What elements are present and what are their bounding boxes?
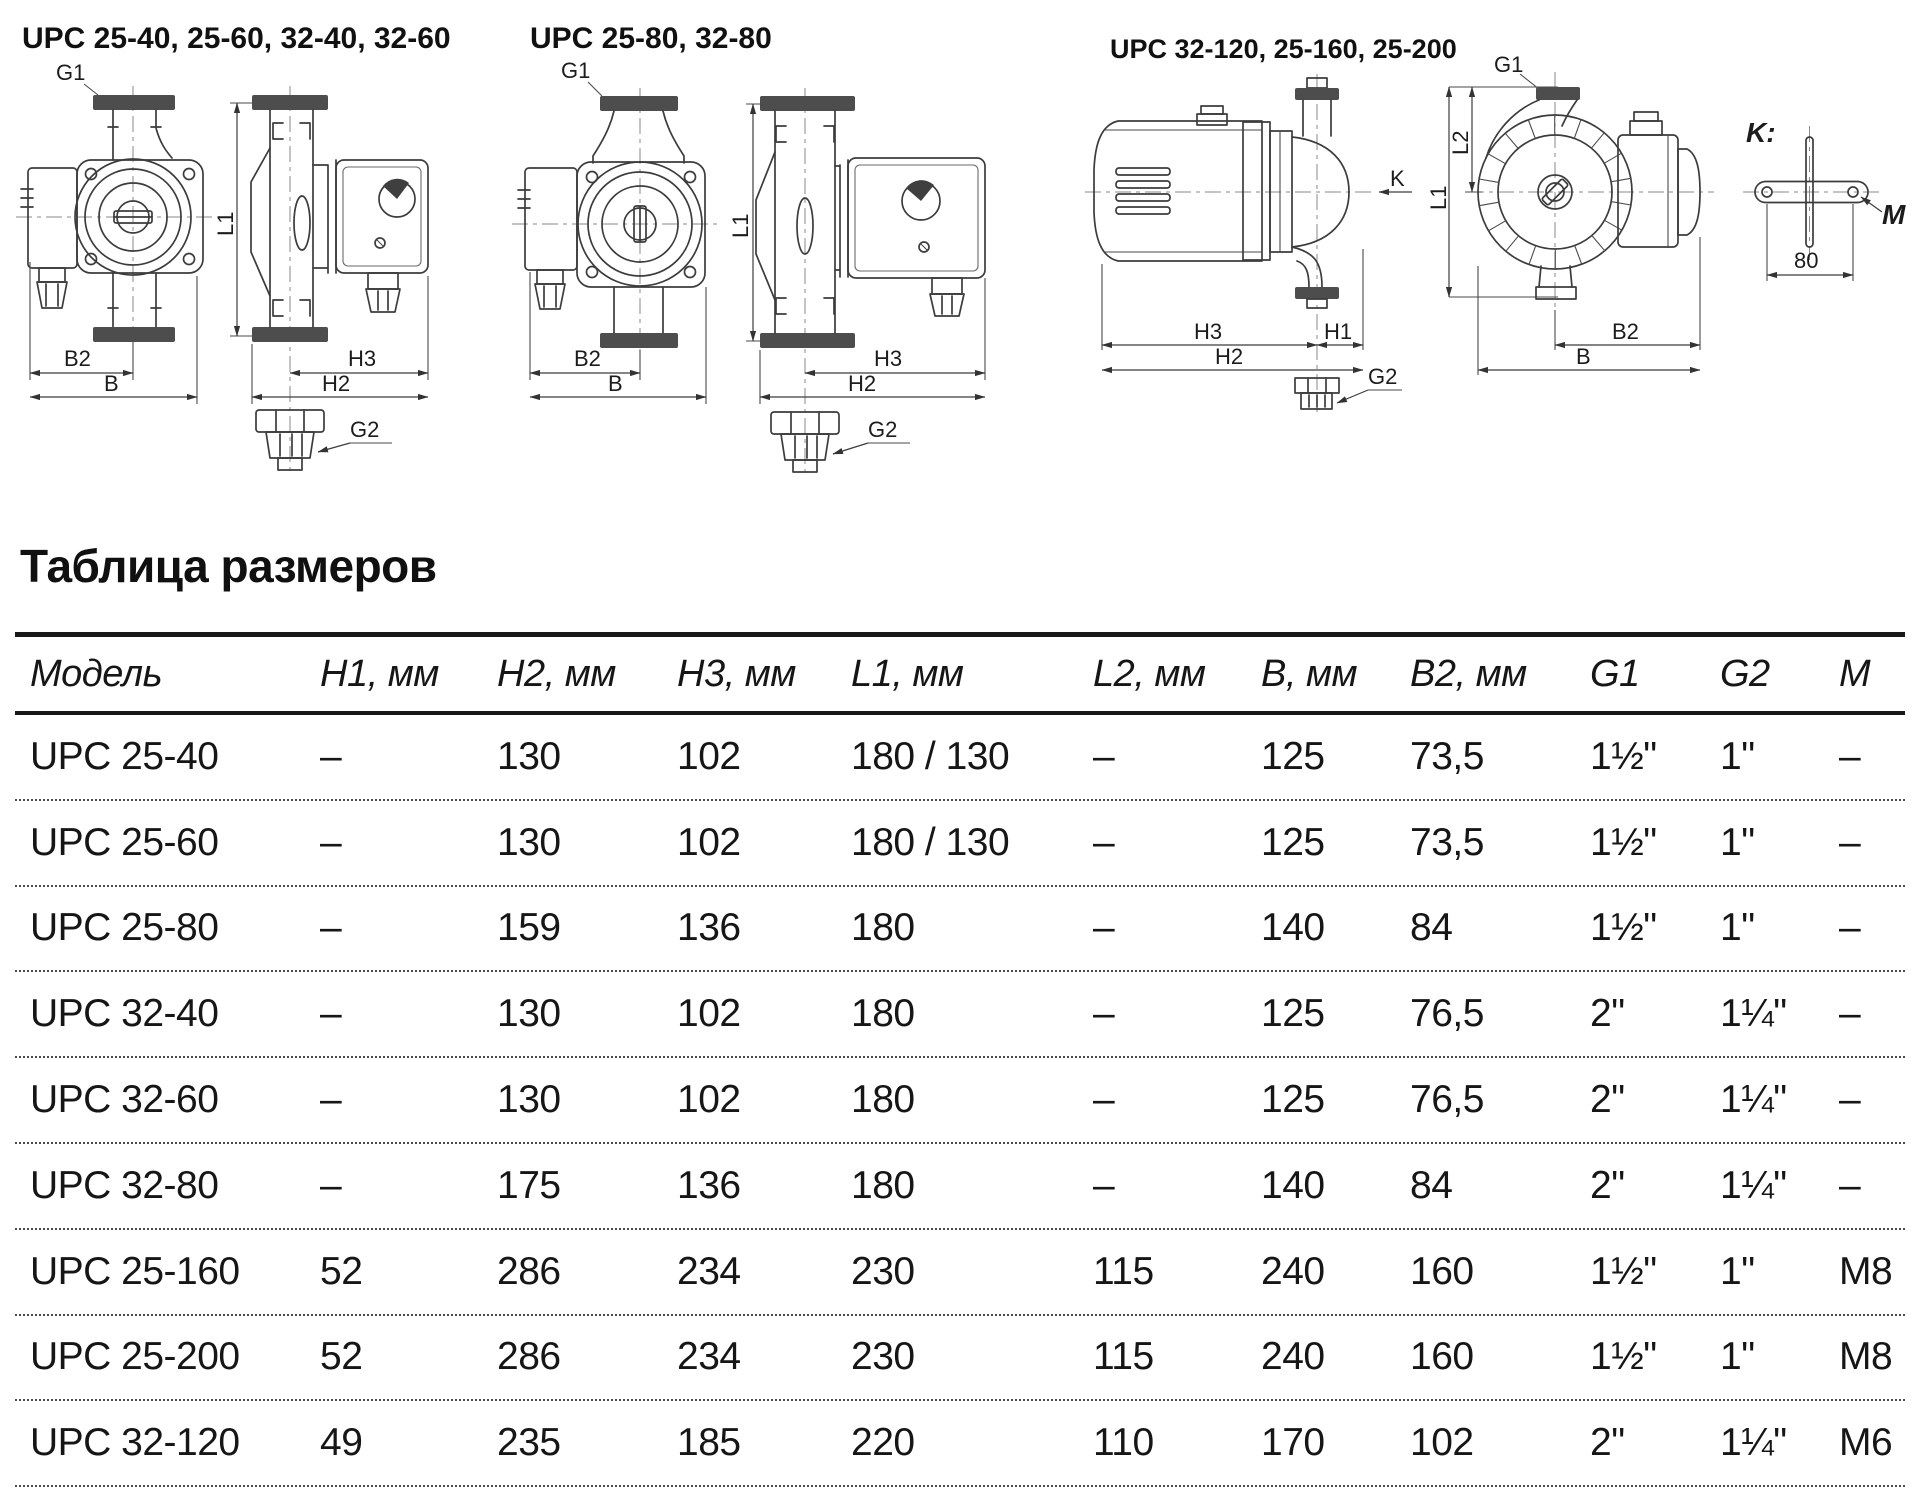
value-cell: 130 xyxy=(497,820,561,864)
value-cell: 240 xyxy=(1261,1335,1325,1379)
value-cell: 115 xyxy=(1093,1249,1154,1293)
dim-label-h3: H3 xyxy=(874,346,903,371)
drawing-title: UPC 32-120, 25-160, 25-200 xyxy=(1110,34,1457,64)
value-cell: 1½" xyxy=(1590,820,1657,864)
value-cell: 1¼" xyxy=(1720,1163,1787,1207)
value-cell: 76,5 xyxy=(1410,992,1484,1036)
table-row xyxy=(15,887,1905,973)
dim-label-g2: G2 xyxy=(350,417,380,442)
table-row xyxy=(15,1144,1905,1230)
value-cell: – xyxy=(320,820,342,864)
value-cell: 1" xyxy=(1720,1249,1755,1293)
value-cell: 84 xyxy=(1410,1163,1453,1207)
value-cell: M8 xyxy=(1839,1249,1893,1293)
table-title: Таблица размеров xyxy=(20,540,437,592)
drawing-group-1 xyxy=(16,22,451,476)
key-detail-title: K: xyxy=(1746,117,1776,148)
value-cell: 180 xyxy=(851,992,915,1036)
dim-label-g1: G1 xyxy=(561,58,591,83)
value-cell: – xyxy=(1839,1078,1861,1122)
dim-label-b: B xyxy=(608,371,623,396)
column-header: Модель xyxy=(30,652,163,695)
column-header: G1 xyxy=(1590,652,1640,695)
table-row xyxy=(15,1316,1905,1402)
column-header: L2, мм xyxy=(1093,652,1206,695)
dim-label-h3: H3 xyxy=(1194,319,1223,344)
dim-label-b2: B2 xyxy=(1612,319,1639,344)
dim-label-h3: H3 xyxy=(348,346,377,371)
value-cell: 1" xyxy=(1720,820,1755,864)
value-cell: 234 xyxy=(677,1335,741,1379)
dim-label-h2: H2 xyxy=(322,371,351,396)
column-header: G2 xyxy=(1720,652,1770,695)
table-row xyxy=(15,1401,1905,1487)
value-cell: 110 xyxy=(1093,1421,1154,1465)
model-cell: UPC 32-120 xyxy=(30,1421,240,1465)
value-cell: 1¼" xyxy=(1720,1421,1787,1465)
table-header-row xyxy=(15,637,1905,715)
value-cell: 102 xyxy=(677,820,741,864)
value-cell: 76,5 xyxy=(1410,1078,1484,1122)
value-cell: 180 xyxy=(851,1078,915,1122)
value-cell: 52 xyxy=(320,1249,363,1293)
dim-label-h2: H2 xyxy=(848,371,877,396)
model-cell: UPC 32-80 xyxy=(30,1163,219,1207)
value-cell: 1½" xyxy=(1590,734,1657,778)
dim-label-b2: B2 xyxy=(64,346,91,371)
value-cell: – xyxy=(1839,820,1861,864)
value-cell: 1½" xyxy=(1590,1249,1657,1293)
value-cell: 136 xyxy=(677,1163,741,1207)
value-cell: 52 xyxy=(320,1335,363,1379)
value-cell: – xyxy=(1839,1163,1861,1207)
dim-label-g1: G1 xyxy=(56,60,86,85)
dim-label-l1: L1 xyxy=(728,213,753,238)
dim-label-b2: B2 xyxy=(574,346,601,371)
drawing-group-2 xyxy=(512,22,985,478)
value-cell: 73,5 xyxy=(1410,734,1484,778)
column-header: B2, мм xyxy=(1410,652,1527,695)
value-cell: 1" xyxy=(1720,1335,1755,1379)
value-cell: 180 xyxy=(851,1163,915,1207)
dim-label-g1: G1 xyxy=(1494,52,1524,77)
table-row xyxy=(15,1230,1905,1316)
value-cell: – xyxy=(1839,992,1861,1036)
value-cell: 73,5 xyxy=(1410,820,1484,864)
value-cell: 185 xyxy=(677,1421,741,1465)
value-cell: 130 xyxy=(497,992,561,1036)
value-cell: 102 xyxy=(677,992,741,1036)
value-cell: – xyxy=(1093,1078,1115,1122)
value-cell: 136 xyxy=(677,906,741,950)
model-cell: UPC 25-160 xyxy=(30,1249,240,1293)
model-cell: UPC 32-60 xyxy=(30,1078,219,1122)
value-cell: 175 xyxy=(497,1163,561,1207)
dimension-table xyxy=(15,632,1905,1487)
drawing-title: UPC 25-80, 32-80 xyxy=(530,22,772,55)
value-cell: 130 xyxy=(497,734,561,778)
value-cell: 140 xyxy=(1261,1163,1325,1207)
value-cell: 1½" xyxy=(1590,906,1657,950)
value-cell: 102 xyxy=(1410,1421,1474,1465)
value-cell: 102 xyxy=(677,1078,741,1122)
column-header: M xyxy=(1839,652,1871,695)
value-cell: 115 xyxy=(1093,1335,1154,1379)
dim-label-l2: L2 xyxy=(1448,130,1473,155)
value-cell: – xyxy=(320,1078,342,1122)
value-cell: – xyxy=(1093,1163,1115,1207)
table-row xyxy=(15,715,1905,801)
value-cell: 234 xyxy=(677,1249,741,1293)
value-cell: M6 xyxy=(1839,1421,1893,1465)
value-cell: 286 xyxy=(497,1335,561,1379)
dim-label-b: B xyxy=(104,371,119,396)
table-body xyxy=(15,715,1905,1487)
value-cell: 1" xyxy=(1720,734,1755,778)
value-cell: 1¼" xyxy=(1720,992,1787,1036)
value-cell: 240 xyxy=(1261,1249,1325,1293)
view-label-k: K xyxy=(1390,166,1405,191)
table-row xyxy=(15,972,1905,1058)
value-cell: M8 xyxy=(1839,1335,1893,1379)
drawing-group-3 xyxy=(1085,34,1714,412)
value-cell: 140 xyxy=(1261,906,1325,950)
value-cell: 1½" xyxy=(1590,1335,1657,1379)
value-cell: – xyxy=(320,1163,342,1207)
value-cell: 160 xyxy=(1410,1249,1474,1293)
value-cell: 125 xyxy=(1261,820,1325,864)
column-header: H1, мм xyxy=(320,652,439,695)
value-cell: – xyxy=(1093,906,1115,950)
value-cell: 102 xyxy=(677,734,741,778)
dim-label-b: B xyxy=(1576,344,1591,369)
dim-label-l1: L1 xyxy=(1426,185,1451,210)
value-cell: – xyxy=(320,992,342,1036)
dim-label-g2: G2 xyxy=(1368,364,1398,389)
technical-drawings xyxy=(0,0,1920,540)
value-cell: 235 xyxy=(497,1421,561,1465)
model-cell: UPC 25-200 xyxy=(30,1335,240,1379)
value-cell: – xyxy=(1839,906,1861,950)
value-cell: 125 xyxy=(1261,734,1325,778)
value-cell: – xyxy=(1839,734,1861,778)
value-cell: 2" xyxy=(1590,1163,1625,1207)
dim-label-h1: H1 xyxy=(1324,319,1353,344)
dim-label-h2: H2 xyxy=(1215,344,1244,369)
thread-label-m: M xyxy=(1882,199,1906,230)
column-header: H3, мм xyxy=(677,652,796,695)
value-cell: 49 xyxy=(320,1421,363,1465)
column-header: B, мм xyxy=(1261,652,1358,695)
value-cell: 125 xyxy=(1261,1078,1325,1122)
value-cell: 170 xyxy=(1261,1421,1325,1465)
size-table xyxy=(0,540,1920,1487)
table-row xyxy=(15,801,1905,887)
value-cell: 180 xyxy=(851,906,915,950)
dim-label-l1: L1 xyxy=(213,211,238,236)
value-cell: 125 xyxy=(1261,992,1325,1036)
value-cell: 2" xyxy=(1590,1421,1625,1465)
value-cell: 2" xyxy=(1590,992,1625,1036)
table-row xyxy=(15,1058,1905,1144)
value-cell: – xyxy=(320,734,342,778)
model-cell: UPC 25-80 xyxy=(30,906,219,950)
model-cell: UPC 25-60 xyxy=(30,820,219,864)
column-header: H2, мм xyxy=(497,652,616,695)
value-cell: 180 / 130 xyxy=(851,734,1010,778)
value-cell: 130 xyxy=(497,1078,561,1122)
value-cell: – xyxy=(1093,820,1115,864)
value-cell: 1¼" xyxy=(1720,1078,1787,1122)
dim-label-80: 80 xyxy=(1794,248,1819,273)
value-cell: 230 xyxy=(851,1249,915,1293)
key-detail xyxy=(1743,117,1906,281)
value-cell: – xyxy=(320,906,342,950)
value-cell: – xyxy=(1093,992,1115,1036)
column-header: L1, мм xyxy=(851,652,964,695)
value-cell: 286 xyxy=(497,1249,561,1293)
dim-label-g2: G2 xyxy=(868,417,898,442)
value-cell: 84 xyxy=(1410,906,1453,950)
value-cell: 180 / 130 xyxy=(851,820,1010,864)
drawing-title: UPC 25-40, 25-60, 32-40, 32-60 xyxy=(22,22,451,55)
model-cell: UPC 25-40 xyxy=(30,734,219,778)
value-cell: 220 xyxy=(851,1421,915,1465)
value-cell: 159 xyxy=(497,906,561,950)
value-cell: 230 xyxy=(851,1335,915,1379)
value-cell: 2" xyxy=(1590,1078,1625,1122)
value-cell: 1" xyxy=(1720,906,1755,950)
value-cell: 160 xyxy=(1410,1335,1474,1379)
model-cell: UPC 32-40 xyxy=(30,992,219,1036)
value-cell: – xyxy=(1093,734,1115,778)
